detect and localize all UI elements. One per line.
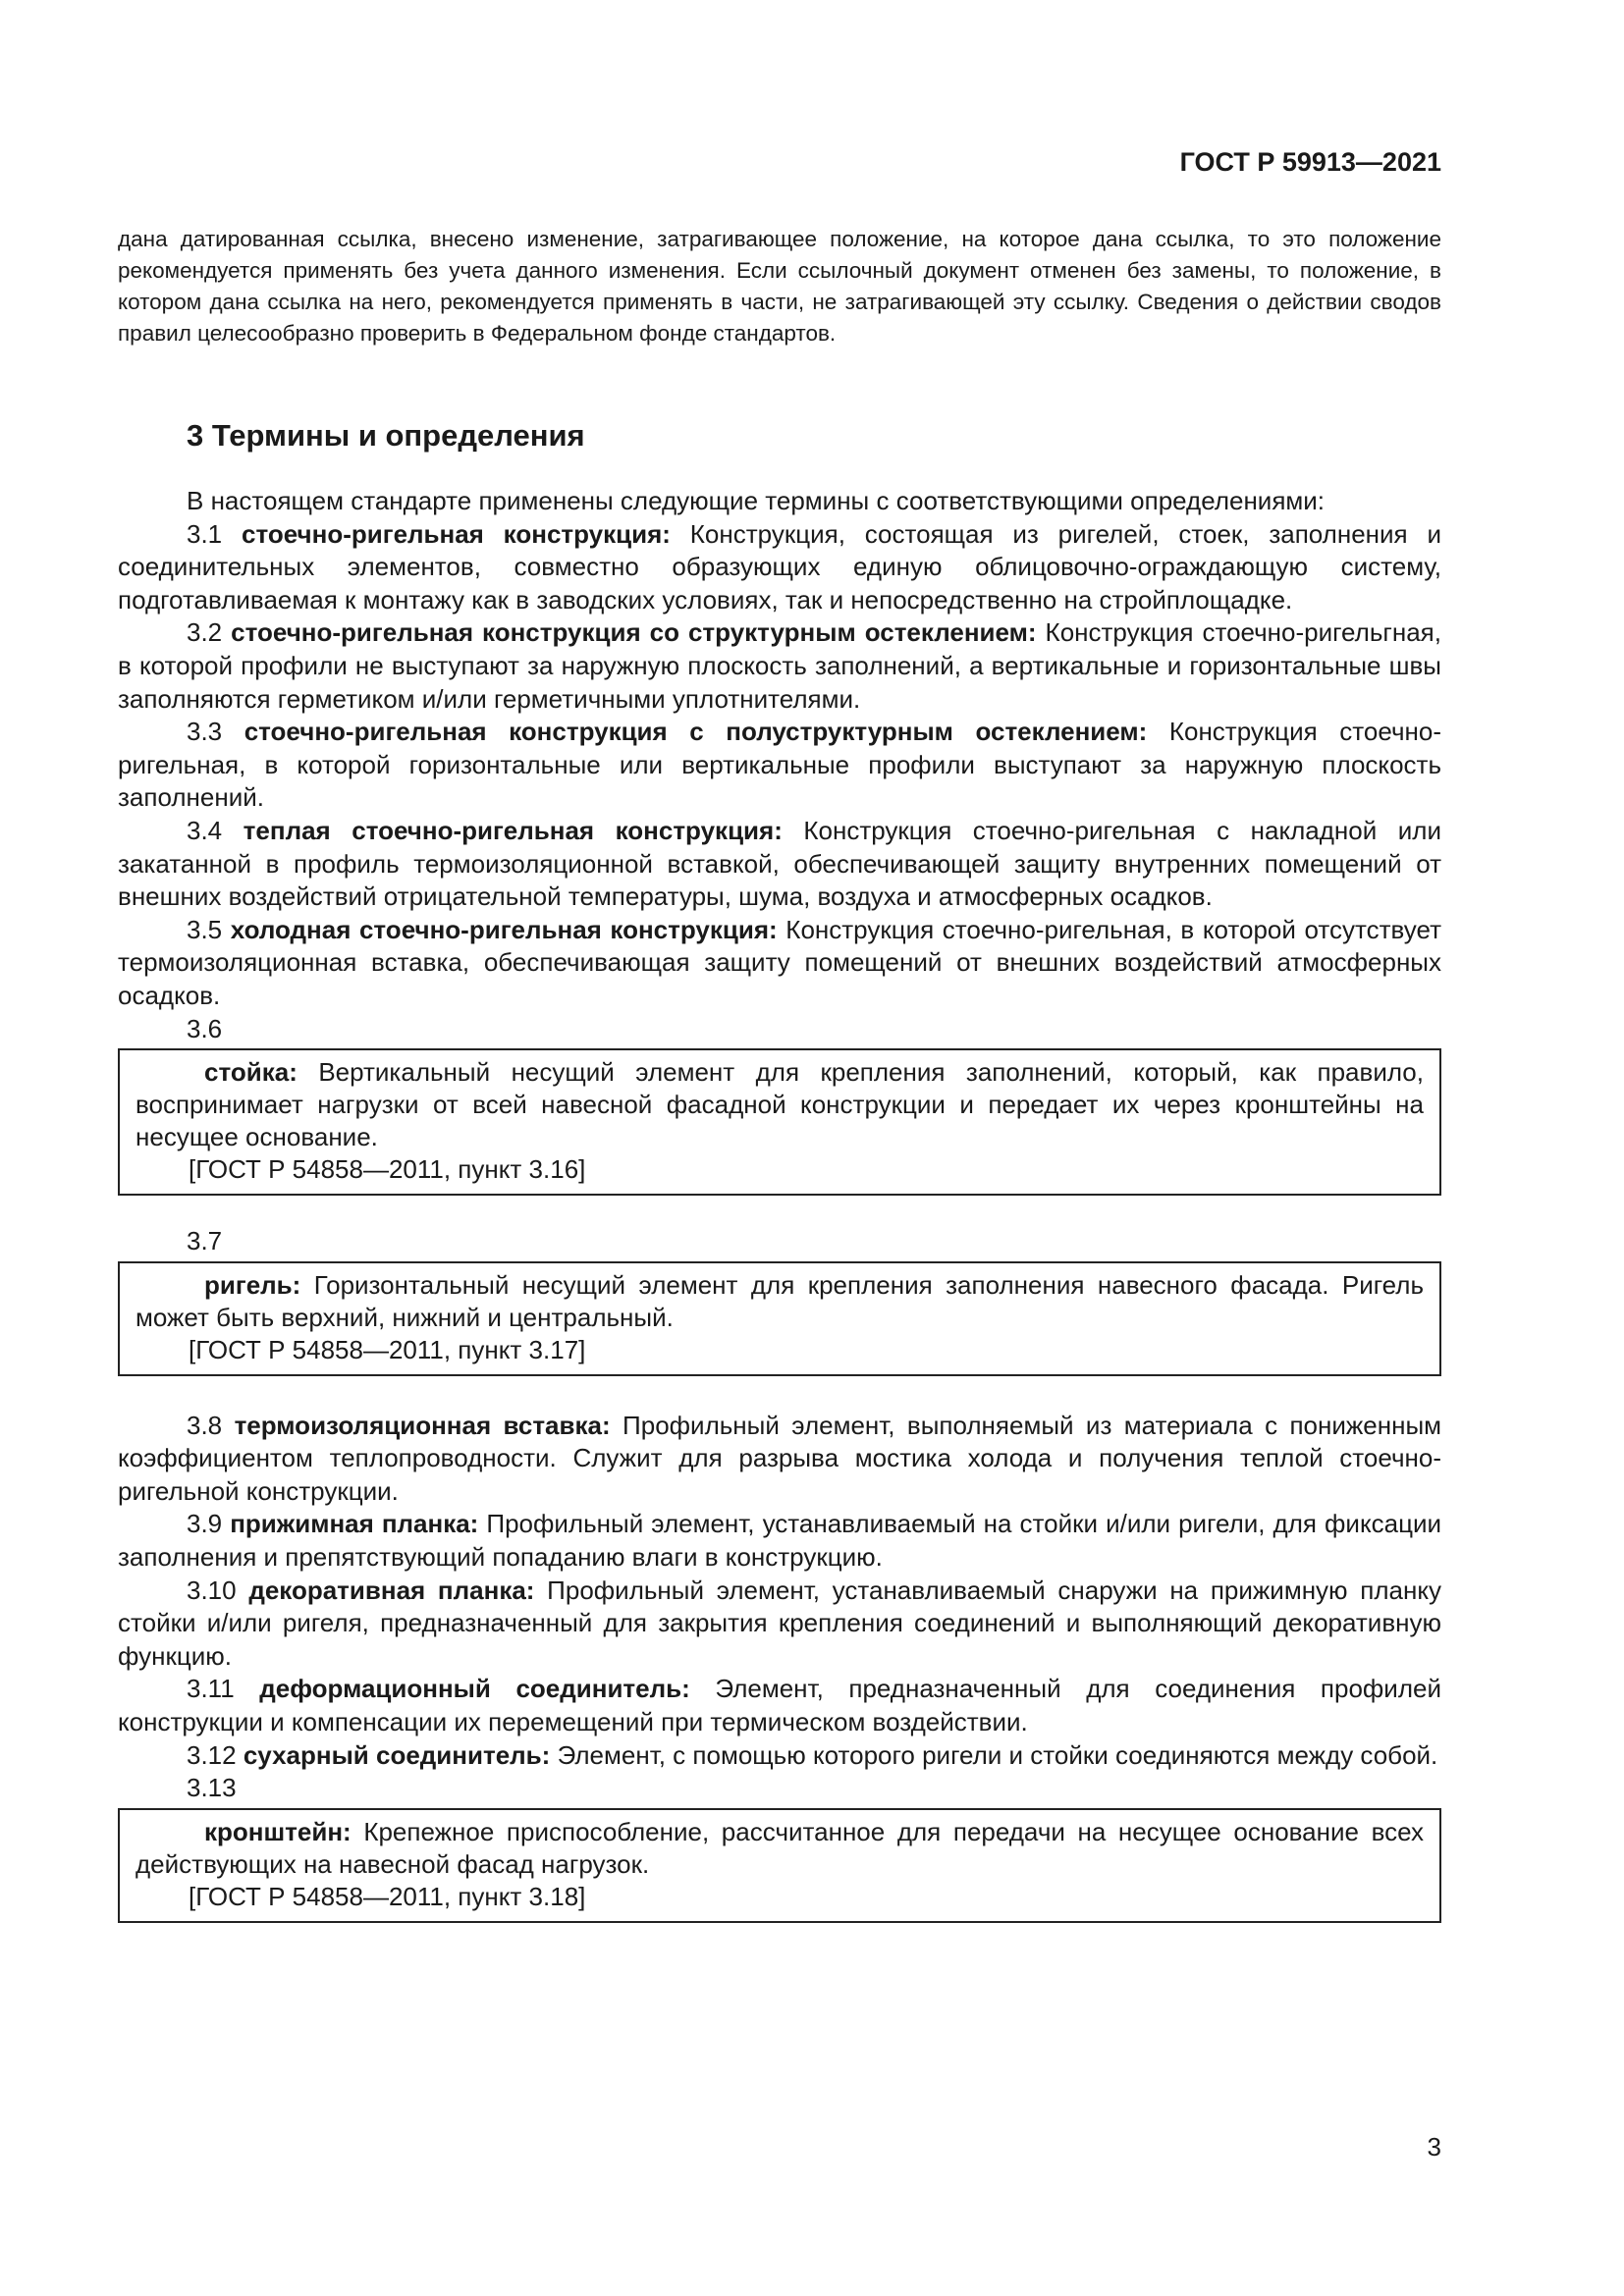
term-name: стоечно-ригельная конструкция с полуструктурным остеклением: (244, 717, 1148, 747)
term-number: 3.13 (187, 1773, 237, 1803)
term-3-9 (118, 1508, 1441, 1574)
term-number: 3.12 (187, 1739, 237, 1770)
term-number: 3.3 (187, 717, 223, 747)
term-name: стоечно-ригельная конструкция: (241, 518, 671, 549)
term-definition: Конструкция, состоящая из ригелей, стоек, заполнения и соединительных элементов, совместно образующих единую облицовочно-ограждающую систему, подготавливаемая к монтажу как в заводских условиях, так и непосредственно на стройплощадке. (118, 518, 1441, 614)
term-name: стоечно-ригельная конструкция со структурным остеклением: (231, 617, 1037, 648)
term-name: декоративная планка: (248, 1575, 535, 1605)
term-name: сухарный соединитель: (243, 1739, 551, 1770)
term-3-5 (118, 914, 1441, 1013)
term-name: холодная стоечно-ригельная конструкция: (230, 914, 778, 944)
term-definition: Конструкция стоечно-ригельная, в которой горизонтальные или вертикальные профили выступают за наружную плоскость заполнений. (118, 717, 1441, 813)
term-3-12 (118, 1739, 1441, 1773)
term-definition: Профильный элемент, устанавливаемый на стойки и/или ригели, для фиксации заполнения и препятствующий попаданию влаги в конструкцию. (118, 1509, 1442, 1573)
term-3-2 (118, 616, 1441, 716)
document-code: ГОСТ Р 59913—2021 (1179, 147, 1441, 177)
term-name: деформационный соединитель: (259, 1674, 690, 1704)
term-3-10 (118, 1575, 1441, 1674)
term-definition: Вертикальный несущий элемент для крепления заполнений, который, как правило, воспринимает нагрузки от всей навесной фасадной конструкции и передает их через кронштейны на несущее основание. (135, 1057, 1424, 1152)
page-number: 3 (1427, 2132, 1441, 2162)
term-number: 3.10 (187, 1575, 237, 1605)
term-definition: Горизонтальный несущий элемент для крепления заполнения навесного фасада. Ригель может быть верхний, нижний и центральный. (135, 1269, 1424, 1332)
term-definition: Элемент, предназначенный для соединения профилей конструкции и компенсации их перемещений при термическом воздействии. (118, 1674, 1441, 1737)
term-3-7 (135, 1269, 1424, 1334)
term-number: 3.1 (187, 518, 223, 549)
term-definition: Конструкция стоечно-ригельная с накладной или закатанной в профиль термоизоляционной вставкой, обеспечивающей защиту внутренних помещений от внешних воздействий отрицательной температуры, шума, воздуха и атмосферных осадков. (118, 815, 1441, 912)
term-definition: Конструкция стоечно-ригельная, в которой отсутствует термоизоляционная вставка, обеспечивающая защиту помещений от внешних воздействий атмосферных осадков. (118, 914, 1441, 1010)
term-name: термоизоляционная вставка: (234, 1410, 611, 1440)
term-3-4 (118, 815, 1441, 914)
term-definition: Профильный элемент, выполняемый из материала с пониженным коэффициентом теплопроводности. Служит для разрыва мостика холода и получения теплой стоечно-ригельной конструкции. (118, 1410, 1442, 1506)
term-definition: Элемент, с помощью которого ригели и стойки соединяются между собой. (557, 1739, 1438, 1770)
term-name: прижимная планка: (230, 1509, 479, 1539)
section-title: 3 Термины и определения (187, 418, 585, 453)
term-box-3-6 (118, 1048, 1441, 1196)
term-number: 3.7 (187, 1226, 223, 1256)
term-source: [ГОСТ Р 54858—2011, пункт 3.17] (189, 1334, 586, 1364)
term-name: кронштейн: (204, 1816, 352, 1846)
term-box-3-7 (118, 1261, 1441, 1376)
term-source: [ГОСТ Р 54858—2011, пункт 3.16] (189, 1154, 586, 1185)
term-3-1 (118, 518, 1441, 617)
term-number: 3.9 (187, 1509, 223, 1539)
page-content (118, 224, 1441, 1923)
section-lead: В настоящем стандарте применены следующие термины с соответствующими определениями: (187, 486, 1326, 515)
term-definition: Крепежное приспособление, рассчитанное для передачи на несущее основание всех действующих на навесной фасад нагрузок. (135, 1816, 1424, 1879)
term-3-13 (135, 1816, 1424, 1881)
term-3-3 (118, 716, 1441, 815)
term-source: [ГОСТ Р 54858—2011, пункт 3.18] (189, 1881, 586, 1911)
term-definition: Конструкция стоечно-ригельгная, в которой профили не выступают за наружную плоскость заполнений, а вертикальные и горизонтальные швы заполняются герметиком и/или герметичными уплотнителями. (118, 617, 1441, 714)
term-number: 3.11 (187, 1674, 235, 1704)
term-3-6 (135, 1056, 1424, 1153)
term-number: 3.4 (187, 815, 223, 845)
term-number: 3.2 (187, 617, 223, 648)
term-number: 3.8 (187, 1410, 223, 1440)
term-3-8 (118, 1410, 1441, 1509)
intro-paragraph: дана датированная ссылка, внесено изменение, затрагивающее положение, на которое дана ссылка, то это положение рекомендуется применять без учета данного изменения. Если ссылочный документ отменен без замены, то положение, в котором дана ссылка на него, рекомендуется применять в части, не затрагивающей эту ссылку. Сведения о действии сводов правил целесообразно проверить в Федеральном фонде стандартов. (118, 227, 1441, 346)
term-3-11 (118, 1673, 1441, 1738)
term-name: теплая стоечно-ригельная конструкция: (243, 815, 783, 845)
term-box-3-13 (118, 1808, 1441, 1923)
term-number: 3.6 (187, 1013, 223, 1043)
term-name: стойка: (204, 1057, 298, 1088)
term-definition: Профильный элемент, устанавливаемый снаружи на прижимную планку стойки и/или ригеля, предназначенный для закрытия крепления соединений и выполняющий декоративную функцию. (118, 1575, 1441, 1671)
term-name: ригель: (204, 1269, 301, 1300)
term-number: 3.5 (187, 914, 223, 944)
